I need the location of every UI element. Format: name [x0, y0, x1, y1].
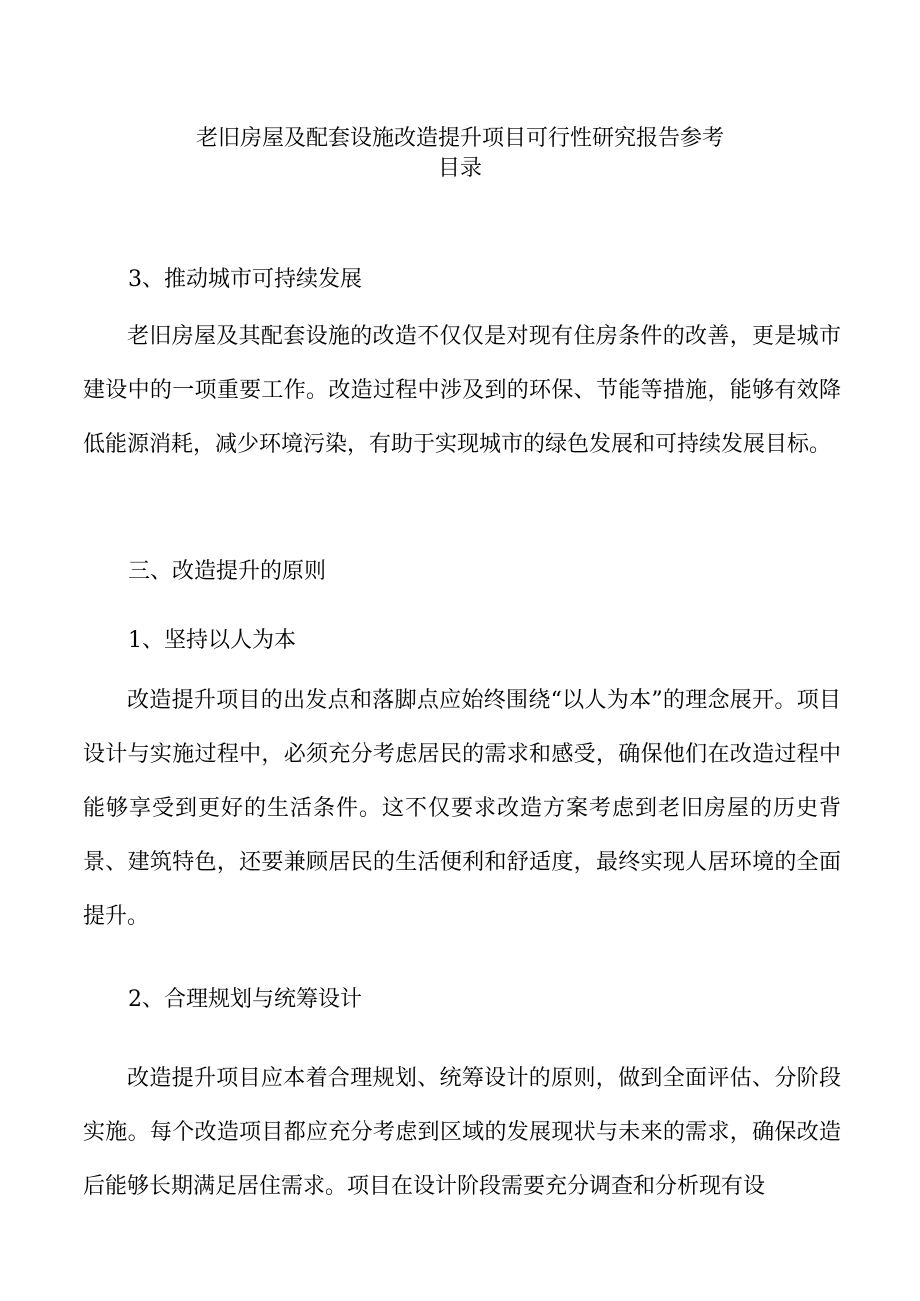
document-title: 老旧房屋及配套设施改造提升项目可行性研究报告参考 — [195, 126, 724, 151]
document-subtitle: 目录 — [437, 156, 482, 181]
section-heading-people-oriented: 1、坚持以人为本 — [128, 628, 296, 653]
paragraph-people-oriented: 改造提升项目的出发点和落脚点应始终围绕“以人为本”的理念展开。项目设计与实施过程中，必须充分考虑居民的需求和感受，确保他们在改造过程中能够享受到更好的生活条件。这不仅要求改造方案考虑到老旧房屋的历史背景、建筑特色，还要兼顾居民的生活便利和舒适度，最终实现人居环境的全面提升。 — [83, 688, 841, 929]
section-heading-sustainable-development: 3、推动城市可持续发展 — [128, 267, 362, 292]
paragraph-planning-design: 改造提升项目应本着合理规划、统筹设计的原则，做到全面评估、分阶段实施。每个改造项目都应充分考虑到区域的发展现状与未来的需求，确保改造后能够长期满足居住需求。项目在设计阶段需要充分调查和分析现有设 — [83, 1066, 841, 1199]
paragraph-sustainable-development: 老旧房屋及其配套设施的改造不仅仅是对现有住房条件的改善，更是城市建设中的一项重要工作。改造过程中涉及到的环保、节能等措施，能够有效降低能源消耗，减少环境污染，有助于实现城市的绿色发展和可持续发展目标。 — [83, 324, 841, 457]
section-heading-principles: 三、改造提升的原则 — [128, 559, 327, 584]
section-heading-planning-design: 2、合理规划与统筹设计 — [128, 987, 362, 1012]
